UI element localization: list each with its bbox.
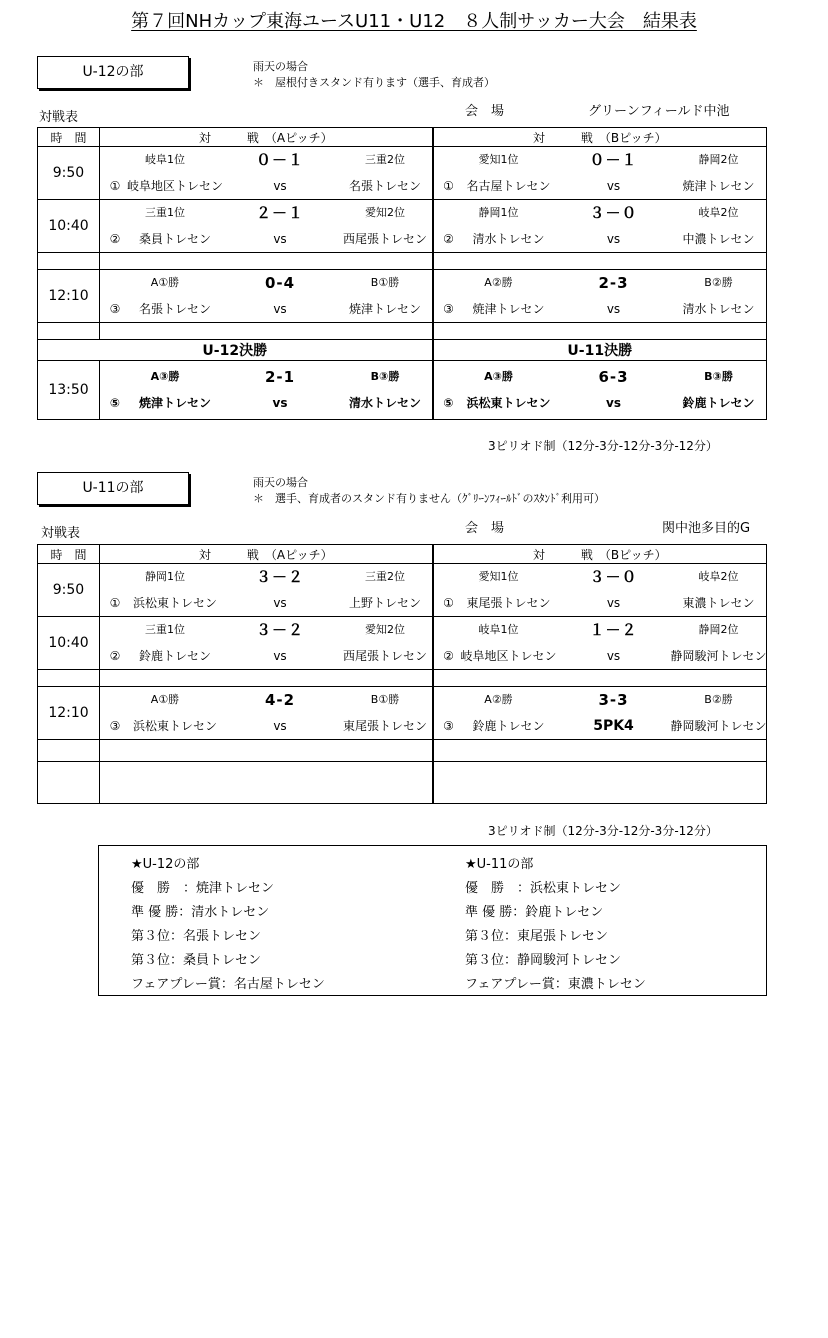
match-cell-a — [100, 147, 433, 200]
seed-1: 愛知1位 — [478, 570, 519, 583]
team-1: 浜松東トレセン — [132, 596, 217, 610]
empty-cell — [38, 740, 100, 762]
score: ３－０ — [589, 568, 638, 586]
match-time: 12:10 — [38, 687, 100, 740]
final-cell-a — [100, 361, 433, 420]
team-2: 東濃トレセン — [682, 596, 755, 610]
match-cell-b — [433, 687, 767, 740]
seed-1: 岐阜1位 — [478, 623, 519, 636]
seed-1: A①勝 — [150, 693, 180, 706]
results-u12-line: フェアプレー賞：名古屋トレセン — [131, 977, 325, 992]
match-number: ③ — [109, 302, 121, 316]
empty-cell — [433, 740, 767, 762]
match-number: ③ — [443, 302, 454, 316]
seed-2: B③勝 — [370, 370, 400, 383]
u12-venue-label: 会 場 — [465, 104, 505, 119]
seed-2: 愛知2位 — [365, 206, 405, 219]
u11-format-note: 3ピリオド制（12分-3分-12分-3分-12分） — [488, 824, 718, 838]
match-cell-b — [433, 147, 767, 200]
team-1: 東尾張トレセン — [466, 596, 551, 610]
vs-label: vs — [273, 719, 287, 733]
vs-label: vs — [606, 302, 621, 316]
seed-1: A③勝 — [150, 370, 180, 383]
u12-division-label: U-12の部 — [37, 56, 189, 89]
team-2: 西尾張トレセン — [342, 649, 427, 663]
vs-label: vs — [273, 179, 287, 193]
match-number: ② — [109, 649, 121, 663]
vs-label: vs — [606, 179, 621, 193]
seed-1: A①勝 — [150, 276, 180, 289]
results-u11-line: フェアプレー賞：東濃トレセン — [465, 977, 646, 992]
final-time: 13:50 — [38, 361, 100, 420]
team-1: 名張トレセン — [138, 302, 211, 316]
match-number: ② — [443, 232, 454, 246]
team-1: 浜松東トレセン — [132, 719, 217, 733]
team-1: 名古屋トレセン — [466, 179, 551, 193]
match-number: ⑤ — [109, 396, 121, 410]
match-number: ① — [109, 179, 121, 193]
score: 2-3 — [598, 274, 629, 292]
match-number: ① — [443, 179, 454, 193]
vs-label: vs — [272, 396, 288, 410]
spacer-cell — [433, 253, 767, 270]
seed-1: A②勝 — [484, 693, 513, 706]
u12-schedule-label: 対戦表 — [39, 110, 79, 125]
seed-1: 三重1位 — [145, 623, 185, 636]
team-2: 名張トレセン — [348, 179, 421, 193]
score: 6-3 — [598, 368, 629, 386]
team-2: 静岡駿河トレセン — [670, 649, 767, 663]
seed-1: 静岡1位 — [145, 570, 185, 583]
results-u11-line: 準 優 勝：鈴鹿トレセン — [465, 905, 604, 920]
team-1: 岐阜地区トレセン — [460, 649, 557, 663]
team-1: 鈴鹿トレセン — [138, 649, 211, 663]
u11-venue: 関中池多目的G — [662, 521, 751, 536]
spacer-cell — [100, 670, 433, 687]
spacer-cell — [433, 323, 767, 340]
team-2: 清水トレセン — [682, 302, 755, 316]
match-cell-a — [100, 617, 433, 670]
vs-label: vs — [273, 596, 287, 610]
match-time: 12:10 — [38, 270, 100, 323]
seed-2: 岐阜2位 — [698, 206, 739, 219]
team-1: 浜松東トレセン — [466, 396, 551, 410]
match-number: ① — [109, 596, 121, 610]
match-number: ⑤ — [443, 396, 454, 410]
pk-result: 5PK4 — [593, 718, 634, 734]
u12-schedule-table — [37, 127, 767, 420]
team-1: 清水トレセン — [472, 232, 545, 246]
u11-schedule-table — [37, 544, 767, 804]
seed-2: 愛知2位 — [365, 623, 405, 636]
results-u11-line: 優 勝 ：浜松東トレセン — [465, 881, 622, 896]
vs-label: vs — [273, 302, 287, 316]
score: 0-4 — [264, 274, 296, 292]
seed-1: A②勝 — [484, 276, 513, 289]
results-u11-heading: ★U-11の部 — [465, 857, 534, 872]
seed-2: 三重2位 — [365, 153, 405, 166]
seed-1: 岐阜1位 — [145, 153, 185, 166]
spacer-cell — [100, 253, 433, 270]
u11-rain-note-title: 雨天の場合 — [253, 476, 308, 489]
score: 4-2 — [264, 691, 296, 709]
seed-2: 三重2位 — [365, 570, 405, 583]
seed-2: B③勝 — [704, 370, 733, 383]
spacer-cell — [38, 670, 100, 687]
team-2: 静岡駿河トレセン — [670, 719, 767, 733]
spacer-cell — [38, 323, 100, 340]
seed-2: B②勝 — [704, 693, 733, 706]
team-2: 上野トレセン — [348, 596, 421, 610]
results-summary — [98, 845, 767, 996]
vs-label: vs — [273, 232, 287, 246]
seed-1: A③勝 — [484, 370, 513, 383]
header-time: 時 間 — [38, 545, 100, 564]
results-u12-line: 優 勝 ：焼津トレセン — [131, 881, 275, 896]
u12-rain-note: ＊ 屋根付きスタンド有ります（選手、育成者） — [253, 76, 495, 89]
results-u12-line: 第３位：名張トレセン — [131, 929, 262, 944]
empty-cell — [433, 762, 767, 804]
header-pitch-a: 対 戦 （Aピッチ） — [100, 545, 433, 564]
vs-label: vs — [273, 649, 287, 663]
match-number: ② — [443, 649, 454, 663]
vs-label: vs — [606, 596, 621, 610]
match-number: ① — [443, 596, 454, 610]
final-title-u11: U-11決勝 — [433, 340, 767, 361]
vs-label: vs — [606, 649, 621, 663]
match-number: ② — [109, 232, 121, 246]
seed-2: 静岡2位 — [698, 623, 739, 636]
seed-2: 静岡2位 — [698, 153, 739, 166]
spacer-cell — [100, 323, 433, 340]
seed-2: B②勝 — [704, 276, 733, 289]
match-number: ③ — [109, 719, 121, 733]
seed-2: 岐阜2位 — [698, 570, 739, 583]
seed-1: 三重1位 — [145, 206, 185, 219]
seed-1: 静岡1位 — [478, 206, 519, 219]
match-cell-a — [100, 200, 433, 253]
match-time: 10:40 — [38, 617, 100, 670]
header-pitch-a: 対 戦 （Aピッチ） — [100, 128, 433, 147]
results-u11-line: 第３位：東尾張トレセン — [465, 929, 609, 944]
match-cell-a — [100, 564, 433, 617]
page-title: 第７回NHカップ東海ユースU11・U12 ８人制サッカー大会 結果表 — [131, 11, 697, 32]
team-2: 鈴鹿トレセン — [682, 396, 755, 410]
score: 3-3 — [598, 691, 629, 709]
header-pitch-b: 対 戦 （Bピッチ） — [433, 128, 767, 147]
team-2: 焼津トレセン — [348, 302, 421, 316]
u12-venue: グリーンフィールド中池 — [588, 104, 730, 119]
match-time: 9:50 — [38, 564, 100, 617]
vs-label: vs — [606, 396, 621, 410]
u11-rain-note: ＊ 選手、育成者のスタンド有りません（ｸﾞﾘｰﾝﾌｨｰﾙﾄﾞのｽﾀﾝﾄﾞ利用可） — [253, 492, 605, 505]
team-2: 焼津トレセン — [682, 179, 755, 193]
u11-schedule-label: 対戦表 — [41, 526, 81, 541]
team-2: 西尾張トレセン — [342, 232, 427, 246]
header-pitch-b: 対 戦 （Bピッチ） — [433, 545, 767, 564]
team-2: 東尾張トレセン — [342, 719, 427, 733]
seed-2: B①勝 — [370, 276, 400, 289]
match-cell-a — [100, 270, 433, 323]
match-number: ③ — [443, 719, 454, 733]
u11-division-label: U-11の部 — [37, 472, 189, 505]
u11-venue-label: 会 場 — [465, 521, 505, 536]
results-u12-heading: ★U-12の部 — [131, 857, 200, 872]
spacer-cell — [38, 253, 100, 270]
score: ０－１ — [589, 151, 638, 169]
score: ０－１ — [255, 151, 304, 169]
match-cell-b — [433, 270, 767, 323]
team-1: 鈴鹿トレセン — [472, 719, 545, 733]
empty-cell — [38, 762, 100, 804]
team-1: 桑員トレセン — [138, 232, 211, 246]
score: ２－１ — [255, 204, 304, 222]
spacer-cell — [433, 670, 767, 687]
score: ３－０ — [589, 204, 638, 222]
seed-1: 愛知1位 — [478, 153, 519, 166]
score: ３－２ — [255, 621, 304, 639]
match-cell-a — [100, 687, 433, 740]
score: 2-1 — [264, 368, 296, 386]
results-u12-line: 第３位：桑員トレセン — [131, 953, 262, 968]
header-time: 時 間 — [38, 128, 100, 147]
u12-format-note: 3ピリオド制（12分-3分-12分-3分-12分） — [488, 439, 718, 453]
final-cell-b — [433, 361, 767, 420]
match-cell-b — [433, 200, 767, 253]
team-1: 焼津トレセン — [138, 396, 211, 410]
results-u12-line: 準 優 勝：清水トレセン — [131, 905, 270, 920]
team-1: 焼津トレセン — [472, 302, 545, 316]
team-2: 清水トレセン — [348, 396, 421, 410]
seed-2: B①勝 — [370, 693, 400, 706]
team-1: 岐阜地区トレセン — [126, 179, 223, 193]
score: １－２ — [589, 621, 638, 639]
u12-rain-note-title: 雨天の場合 — [253, 60, 308, 73]
match-cell-b — [433, 617, 767, 670]
match-cell-b — [433, 564, 767, 617]
team-2: 中濃トレセン — [682, 232, 755, 246]
score: ３－２ — [255, 568, 304, 586]
results-u11-line: 第３位：静岡駿河トレセン — [465, 953, 622, 968]
final-title-u12: U-12決勝 — [38, 340, 433, 361]
empty-cell — [100, 762, 433, 804]
match-time: 9:50 — [38, 147, 100, 200]
empty-cell — [100, 740, 433, 762]
vs-label: vs — [606, 232, 621, 246]
match-time: 10:40 — [38, 200, 100, 253]
